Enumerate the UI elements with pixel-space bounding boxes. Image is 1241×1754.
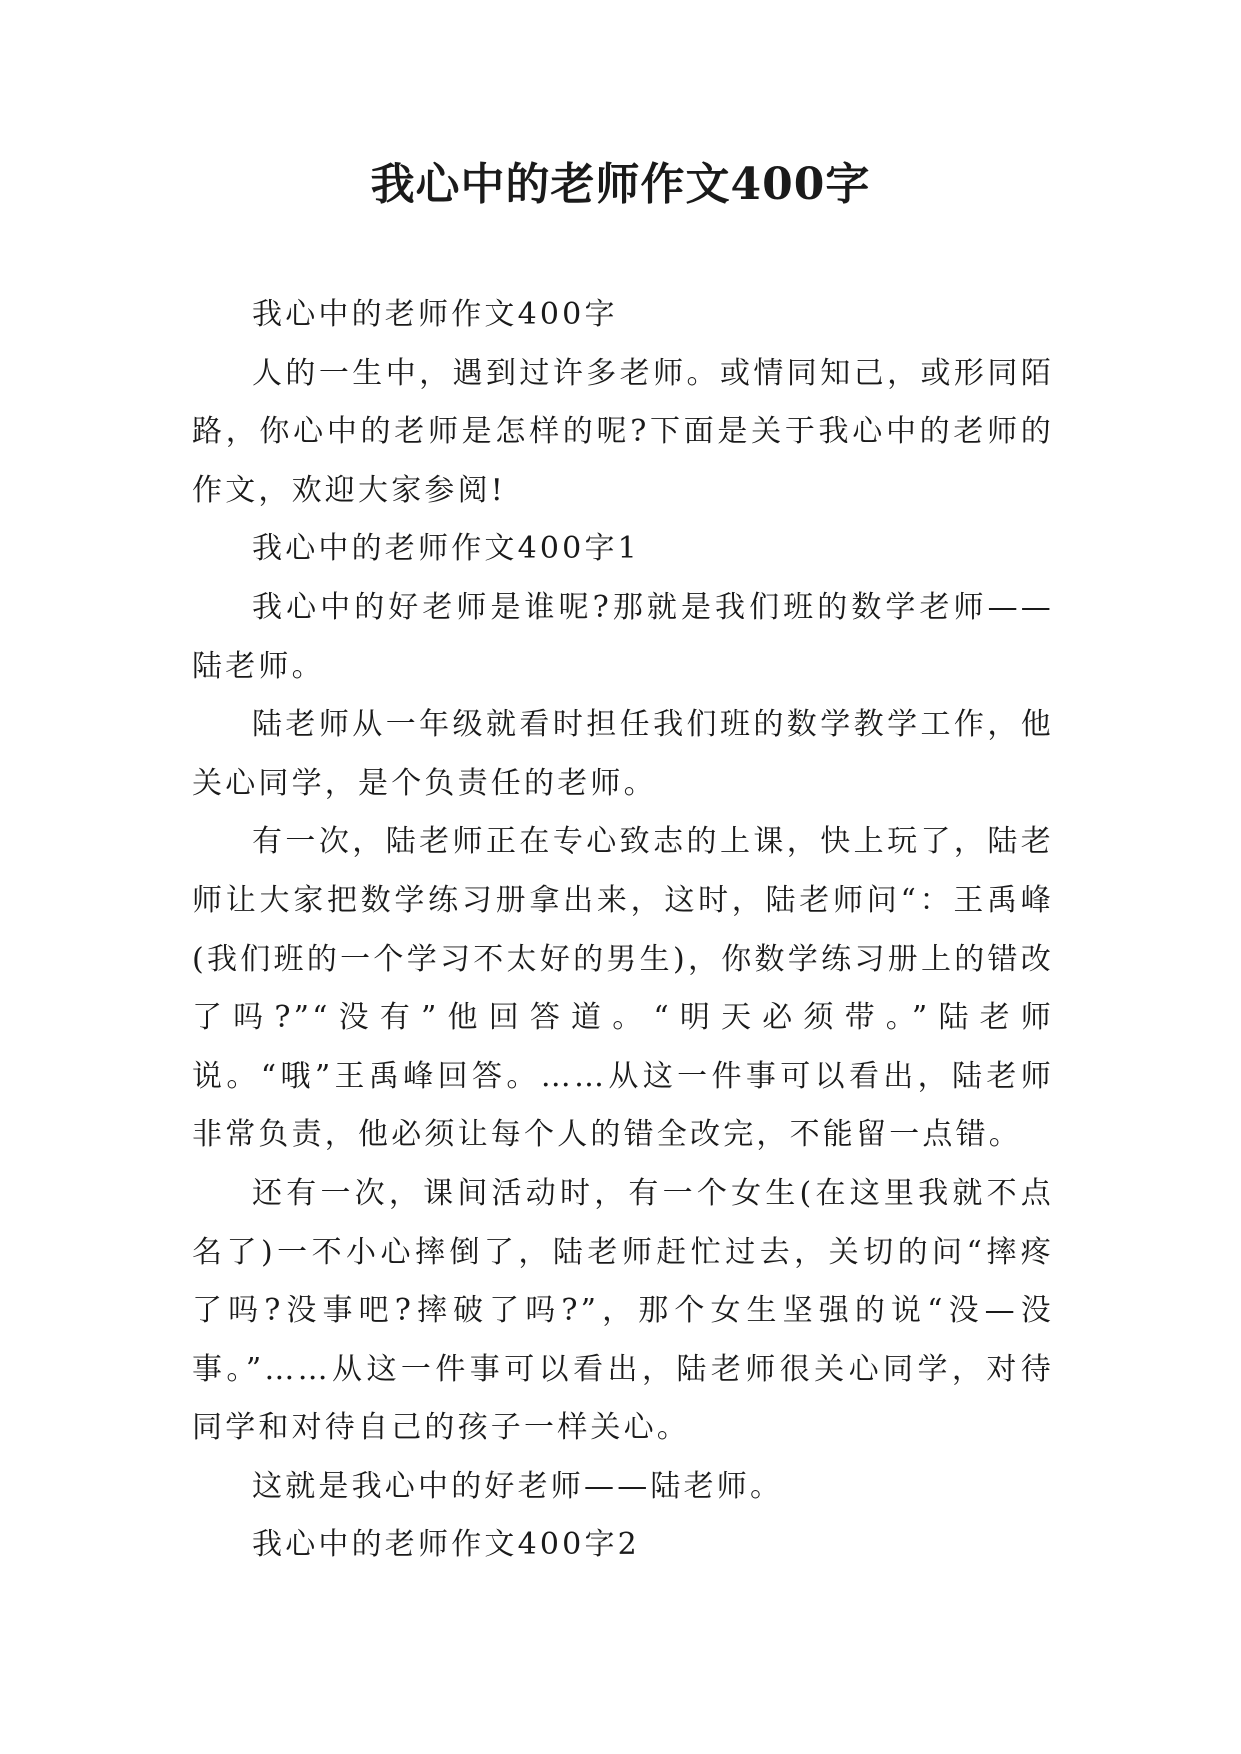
document-title: 我心中的老师作文400字 [370,159,871,210]
paragraph-heading: 我心中的老师作文400字 [252,297,618,332]
paragraph: 有一次，陆老师正在专心致志的上课，快上玩了，陆老师让大家把数学练习册拿出来，这时，陆老师问“：王禹峰(我们班的一个学习不太好的男生)，你数学练习册上的错改了吗?”“没有”他回答道。“明天必须带。”陆老师说。“哦”王禹峰回答。……从这一件事可以看出，陆老师非常负责，他必须让每个人的错全改完，不能留一点错。 [192,824,1054,1153]
paragraph: 我心中的好老师是谁呢?那就是我们班的数学老师——陆老师。 [192,589,1054,684]
paragraph: 还有一次，课间活动时，有一个女生(在这里我就不点名了)一不小心摔倒了，陆老师赶忙过去，关切的问“摔疼了吗?没事吧?摔破了吗?”，那个女生坚强的说“没—没事。”……从这一件事可以看出，陆老师很关心同学，对待同学和对待自己的孩子一样关心。 [192,1175,1054,1446]
paragraph-section-2-heading: 我心中的老师作文400字2 [252,1527,640,1563]
paragraph: 陆老师从一年级就看时担任我们班的数学教学工作，他关心同学，是个负责任的老师。 [192,707,1054,801]
paragraph-intro: 人的一生中，遇到过许多老师。或情同知己，或形同陌路，你心中的老师是怎样的呢?下面是关于我心中的老师的作文，欢迎大家参阅! [192,355,1054,508]
document-body [192,286,1054,1575]
paragraph: 这就是我心中的好老师——陆老师。 [252,1468,784,1504]
paragraph-section-1-heading: 我心中的老师作文400字1 [252,531,640,567]
